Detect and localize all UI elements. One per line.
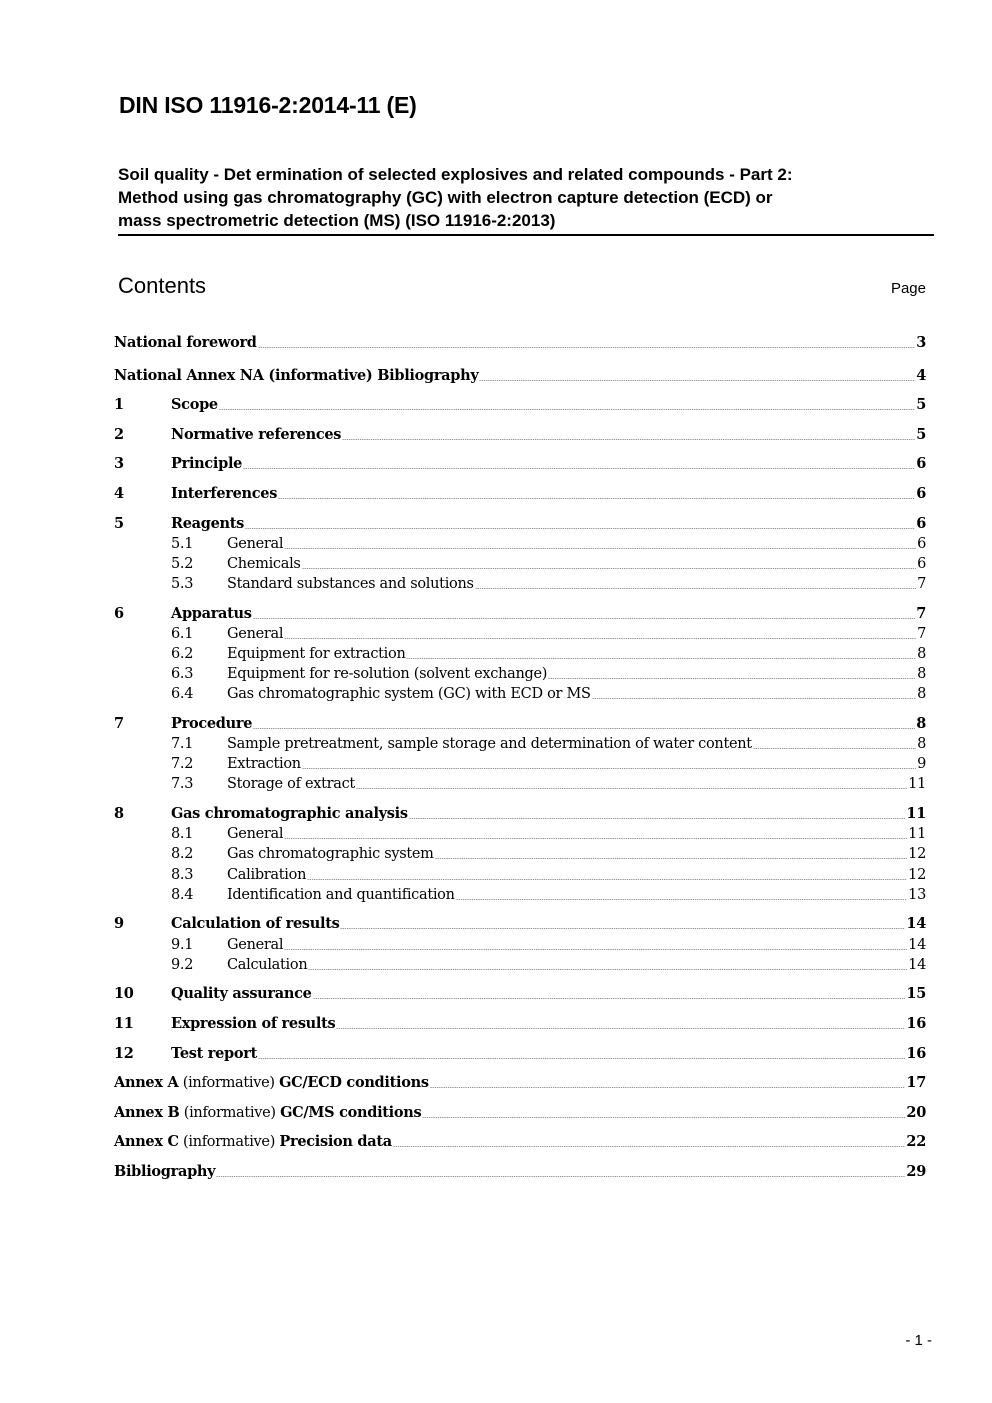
toc-number: 7.1 (171, 736, 194, 752)
toc-page: 13 (908, 887, 926, 903)
toc-page: 4 (916, 367, 926, 384)
toc-label: Gas chromatographic system (227, 846, 434, 862)
toc-label: General (227, 937, 284, 953)
toc-leader-dots (406, 658, 916, 659)
toc-entry-5[interactable] (114, 514, 926, 534)
toc-entry-10[interactable] (114, 984, 926, 1004)
toc-entry-12[interactable] (114, 1044, 926, 1064)
toc-label: Storage of extract (227, 776, 355, 792)
toc-entry-9-1[interactable] (171, 935, 926, 955)
toc-number: 5.2 (171, 556, 194, 572)
toc-entry-bibliography[interactable] (114, 1162, 926, 1182)
toc-leader-dots (308, 969, 907, 970)
toc-leader-dots (393, 1146, 906, 1147)
toc-label: Apparatus (171, 605, 252, 622)
toc-leader-dots (479, 380, 915, 381)
toc-page: 14 (908, 957, 926, 973)
toc-page: 16 (906, 1045, 926, 1062)
annex-name: Annex C (114, 1133, 179, 1150)
toc-page: 8 (916, 715, 926, 732)
toc-entry-1[interactable] (114, 395, 926, 415)
toc-number: 8.1 (171, 826, 194, 842)
toc-number: 1 (114, 396, 124, 413)
subtitle-line: mass spectrometric detection (MS) (ISO 11916-2:2013) (118, 211, 556, 230)
toc-leader-dots (243, 468, 915, 469)
toc-number: 8 (114, 805, 124, 822)
toc-page: 3 (916, 334, 926, 351)
toc-label: Equipment for re-solution (solvent exchange) (227, 666, 548, 682)
toc-label: Extraction (227, 756, 301, 772)
toc-leader-dots (356, 788, 907, 789)
toc-page: 6 (916, 455, 926, 472)
toc-page: 8 (917, 736, 926, 752)
toc-label: Principle (171, 455, 243, 472)
annex-title: GC/MS conditions (280, 1104, 422, 1121)
toc-entry-8-4[interactable] (171, 885, 926, 905)
toc-leader-dots (592, 698, 916, 699)
toc-label: General (227, 626, 284, 642)
toc-entry-5-2[interactable] (171, 554, 926, 574)
toc-page: 29 (906, 1163, 926, 1180)
toc-entry-2[interactable] (114, 425, 926, 445)
toc-leader-dots (245, 528, 915, 529)
toc-page: 8 (917, 646, 926, 662)
toc-page: 6 (916, 485, 926, 502)
toc-number: 7.3 (171, 776, 194, 792)
toc-number: 6.3 (171, 666, 194, 682)
toc-entry-7[interactable] (114, 714, 926, 734)
toc-entry-9[interactable] (114, 914, 926, 934)
toc-page: 11 (908, 776, 926, 792)
toc-number: 9 (114, 915, 124, 932)
toc-number: 9.2 (171, 957, 194, 973)
toc-leader-dots (284, 548, 916, 549)
toc-label: Scope (171, 396, 218, 413)
toc-number: 6.1 (171, 626, 194, 642)
toc-label: Equipment for extraction (227, 646, 406, 662)
toc-label: National foreword (114, 334, 257, 351)
toc-entry-national-annex-na[interactable] (114, 366, 926, 386)
toc-entry-national-foreword[interactable] (114, 333, 926, 353)
toc-page: 7 (917, 626, 926, 642)
toc-page: 9 (917, 756, 926, 772)
toc-number: 8.4 (171, 887, 194, 903)
toc-entry-annex-a[interactable] (114, 1073, 926, 1093)
toc-entry-3[interactable] (114, 454, 926, 474)
toc-label: Quality assurance (171, 985, 312, 1002)
annex-type: (informative) (178, 1075, 280, 1091)
toc-leader-dots (216, 1176, 905, 1177)
toc-label: National Annex NA (informative) Bibliography (114, 367, 479, 384)
toc-leader-dots (313, 998, 906, 999)
toc-leader-dots (284, 838, 907, 839)
toc-page: 11 (906, 805, 926, 822)
annex-name: Annex A (114, 1074, 179, 1091)
toc-page: 7 (917, 576, 926, 592)
toc-entry-7-2[interactable] (171, 754, 926, 774)
toc-leader-dots (278, 498, 915, 499)
annex-title: Precision data (279, 1133, 392, 1150)
subtitle-line: Method using gas chromatography (GC) with electron capture detection (ECD) or (118, 188, 773, 207)
toc-number: 6 (114, 605, 124, 622)
toc-page: 20 (906, 1104, 926, 1121)
toc-label: Test report (171, 1045, 257, 1062)
toc-leader-dots (302, 568, 917, 569)
toc-leader-dots (456, 899, 907, 900)
toc-page: 12 (908, 846, 926, 862)
toc-label: Chemicals (227, 556, 301, 572)
toc-number: 6.4 (171, 686, 194, 702)
toc-page: 6 (916, 515, 926, 532)
toc-number: 7 (114, 715, 124, 732)
toc-entry-7-3[interactable] (171, 774, 926, 794)
toc-label: Standard substances and solutions (227, 576, 474, 592)
annex-type: (informative) (178, 1134, 280, 1150)
toc-page: 6 (917, 556, 926, 572)
toc-number: 5 (114, 515, 124, 532)
toc-entry-4[interactable] (114, 484, 926, 504)
toc-page: 15 (906, 985, 926, 1002)
toc-entry-6-4[interactable] (171, 684, 926, 704)
annex-type: (informative) (179, 1105, 281, 1121)
toc-leader-dots (284, 638, 916, 639)
toc-page: 16 (906, 1015, 926, 1032)
toc-number: 8.3 (171, 867, 194, 883)
toc-leader-dots (342, 439, 915, 440)
toc-entry-8-3[interactable] (171, 865, 926, 885)
toc-leader-dots (548, 678, 916, 679)
toc-leader-dots (422, 1117, 905, 1118)
toc-label: Calculation of results (171, 915, 340, 932)
toc-page: 14 (906, 915, 926, 932)
toc-number: 10 (114, 985, 134, 1002)
toc-label: Gas chromatographic system (GC) with ECD or MS (227, 686, 591, 702)
toc-entry-8-1[interactable] (171, 824, 926, 844)
toc-label: Procedure (171, 715, 253, 732)
toc-page: 6 (917, 536, 926, 552)
toc-label: Reagents (171, 515, 245, 532)
toc-label: Expression of results (171, 1015, 336, 1032)
toc-leader-dots (284, 949, 907, 950)
toc-page: 5 (916, 426, 926, 443)
toc-leader-dots (409, 818, 906, 819)
toc-number: 3 (114, 455, 124, 472)
toc-label: Bibliography (114, 1163, 216, 1180)
toc-entry-6-1[interactable] (171, 624, 926, 644)
toc-label: Calculation (227, 957, 308, 973)
toc-leader-dots (430, 1087, 906, 1088)
toc-label (114, 1132, 392, 1152)
annex-name: Annex B (114, 1104, 180, 1121)
toc-leader-dots (475, 588, 916, 589)
toc-number: 9.1 (171, 937, 194, 953)
toc-label (114, 1073, 429, 1093)
toc-label: Identification and quantification (227, 887, 455, 903)
toc-page: 22 (906, 1133, 926, 1150)
toc-leader-dots (258, 347, 916, 348)
toc-number: 2 (114, 426, 124, 443)
toc-leader-dots (336, 1028, 905, 1029)
toc-page: 8 (917, 666, 926, 682)
toc-label: Sample pretreatment, sample storage and determination of water content (227, 736, 752, 752)
toc-entry-6-2[interactable] (171, 644, 926, 664)
toc-page: 11 (908, 826, 926, 842)
toc-leader-dots (302, 768, 916, 769)
page-number: - 1 - (905, 1332, 932, 1349)
toc-entry-annex-c[interactable] (114, 1132, 926, 1152)
toc-page: 12 (908, 867, 926, 883)
toc-leader-dots (435, 858, 908, 859)
toc-number: 6.2 (171, 646, 194, 662)
toc-number: 12 (114, 1045, 134, 1062)
toc-entry-5-3[interactable] (171, 574, 926, 594)
annex-title: GC/ECD conditions (279, 1074, 429, 1091)
toc-leader-dots (253, 618, 916, 619)
toc-entry-5-1[interactable] (171, 534, 926, 554)
document-title: DIN ISO 11916-2:2014-11 (E) (119, 92, 417, 118)
toc-page: 8 (917, 686, 926, 702)
toc-label: General (227, 826, 284, 842)
toc-number: 8.2 (171, 846, 194, 862)
toc-entry-6-3[interactable] (171, 664, 926, 684)
toc-entry-8[interactable] (114, 804, 926, 824)
toc-leader-dots (307, 879, 907, 880)
toc-label: General (227, 536, 284, 552)
contents-heading: Contents (118, 273, 207, 298)
toc-label: Gas chromatographic analysis (171, 805, 408, 822)
toc-number: 5.3 (171, 576, 194, 592)
toc-entry-annex-b[interactable] (114, 1103, 926, 1123)
toc-leader-dots (219, 409, 915, 410)
toc-page: 7 (916, 605, 926, 622)
toc-leader-dots (340, 928, 905, 929)
page-column-heading: Page (890, 280, 926, 297)
toc-leader-dots (753, 748, 916, 749)
toc-number: 4 (114, 485, 124, 502)
toc-entry-6[interactable] (114, 604, 926, 624)
toc-label: Calibration (227, 867, 307, 883)
toc-entry-8-2[interactable] (171, 844, 926, 864)
toc-leader-dots (253, 728, 915, 729)
toc-entry-9-2[interactable] (171, 955, 926, 975)
toc-entry-11[interactable] (114, 1014, 926, 1034)
toc-page: 17 (906, 1074, 926, 1091)
toc-number: 5.1 (171, 536, 194, 552)
toc-page: 5 (916, 396, 926, 413)
toc-label (114, 1103, 421, 1123)
toc-number: 11 (114, 1015, 134, 1032)
toc-label: Interferences (171, 485, 278, 502)
toc-leader-dots (258, 1058, 905, 1059)
toc-entry-7-1[interactable] (171, 734, 926, 754)
toc-label: Normative references (171, 426, 342, 443)
subtitle-line: Soil quality - Det ermination of selected explosives and related compounds - Part 2: (118, 165, 793, 184)
toc-number: 7.2 (171, 756, 194, 772)
toc-page: 14 (908, 937, 926, 953)
